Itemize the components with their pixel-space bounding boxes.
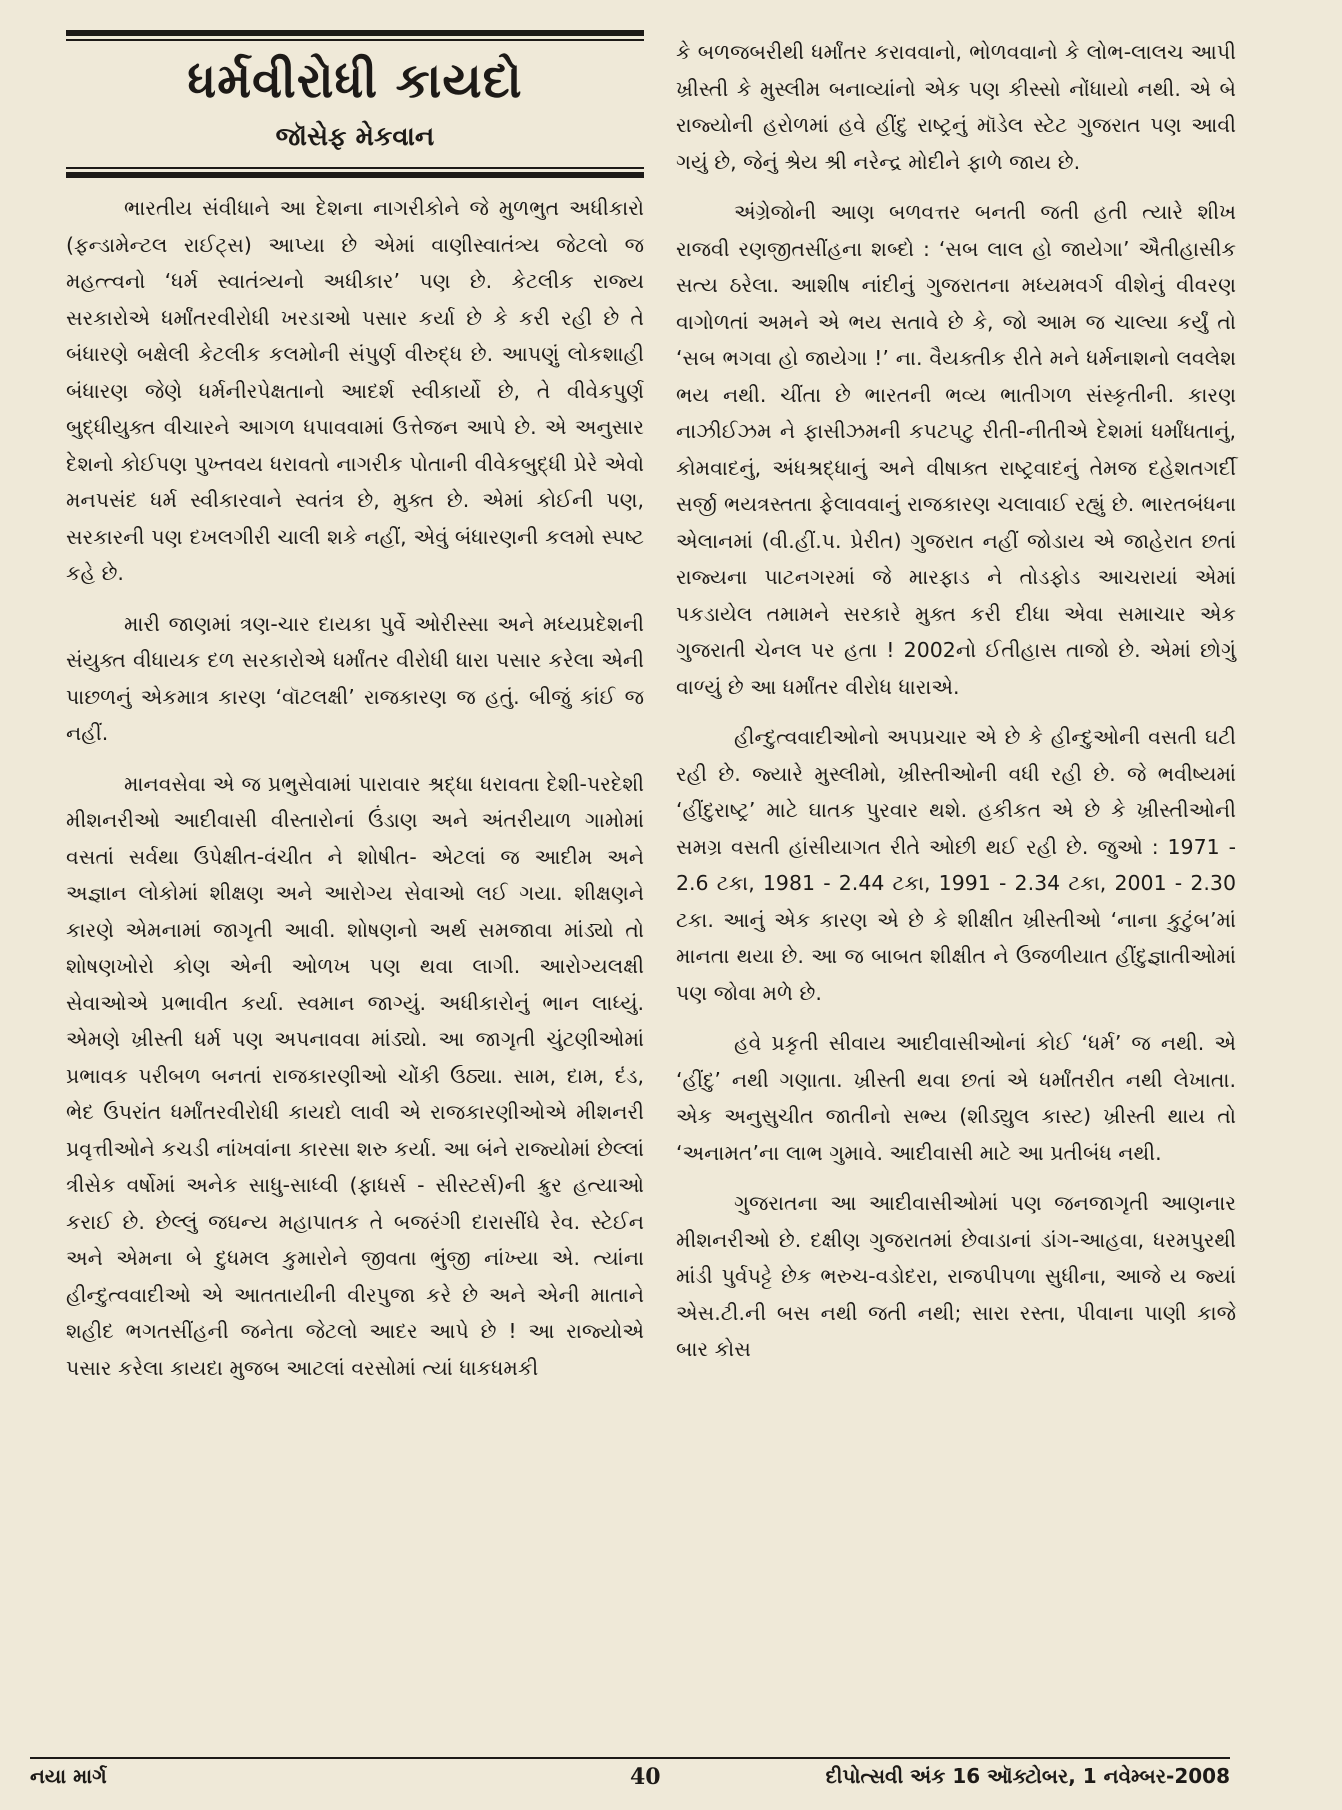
page-number: 40 <box>630 1764 661 1790</box>
paragraph: ગુજરાતના આ આદીવાસીઓમાં પણ જનજાગૃતી આણનાર મીશનરીઓ છે. દક્ષીણ ગુજરાતમાં છેવાડાનાં ડાંગ-આહવા, ધરમપુરથી માંડી પુર્વપટ્ટે છેક ભરુચ-વડોદરા, રાજપીપળા સુધીના, આજે ય જ્યાં એસ.ટી.ની બસ નથી જતી નથી; સારા રસ્તા, પીવાના પાણી કાજે બાર કોસ <box>676 1191 1236 1361</box>
paragraph: માનવસેવા એ જ પ્રભુસેવામાં પારાવાર શ્રદ્ધા ધરાવતા દેશી-પરદેશી મીશનરીઓ આદીવાસી વીસ્તારોનાં ઉંડાણ અને અંતરીયાળ ગામોમાં વસતાં સર્વથા ઉપેક્ષીત-વંચીત ને શોષીત- એટલાં જ આદીમ અને અજ્ઞાન લોકોમાં શીક્ષણ અને આરોગ્ય સેવાઓ લઈ ગયા. શીક્ષણને કારણે એમનામાં જાગૃતી આવી. શોષણનો અર્થ સમજાવા માંડ્યો તો શોષણખોરો કોણ એની ઓળખ પણ થવા લાગી. આરોગ્યલક્ષી સેવાઓએ પ્રભાવીત કર્યા. સ્વમાન જાગ્યું. અધીકારોનું ભાન લાધ્યું. એમણે ખ્રીસ્તી ધર્મ પણ અપનાવવા માંડ્યો. આ જાગૃતી ચુંટણીઓમાં પ્રભાવક પરીબળ બનતાં રાજકારણીઓ ચોંકી ઉઠ્યા. સામ, દામ, દંડ, ભેદ ઉપરાંત ધર્માંતરવીરોધી કાયદો લાવી એ રાજકારણીઓએ મીશનરી પ્રવૃત્તીઓને કચડી નાંખવાંના કારસા શરુ કર્યા. આ બંને રાજ્યોમાં છેલ્લાં ત્રીસેક વર્ષોમાં અનેક સાધુ-સાધ્વી (ફાધર્સ - સીસ્ટર્સ)ની ક્રુર હત્યાઓ કરાઈ છે. છેલ્લું જઘન્ય મહાપાતક તે બજરંગી દારાસીંઘે રેવ. સ્ટેઈન અને એમના બે દુધમલ કુમારોને જીવતા ભુંજી નાંખ્યા એ. ત્યાંના હીન્દુત્વવાદીઓ એ આતતાયીની વીરપુજા કરે છે અને એની માતાને શહીદ ભગતસીંહની જનેતા જેટલો આદર આપે છે ! આ રાજ્યોએ પસાર કરેલા કાયદા મુજબ આટલાં વરસોમાં ત્યાં ધાકધમકી <box>66 771 644 1380</box>
paragraph: મારી જાણમાં ત્રણ-ચાર દાયકા પુર્વે ઓરીસ્સા અને મધ્યપ્રદેશની સંયુક્ત વીધાયક દળ સરકારોએ ધર્માંતર વીરોધી ધારા પસાર કરેલા એની પાછળનું એકમાત્ર કારણ ‘વૉટલક્ષી’ રાજકારણ જ હતું. બીજું કાંઈ જ નહીં. <box>66 611 644 745</box>
paragraph: કે બળજબરીથી ધર્માંતર કરાવવાનો, ભોળવવાનો કે લોભ-લાલચ આપી ખ્રીસ્તી કે મુસ્લીમ બનાવ્યાંનો એક પણ કીસ્સો નોંધાયો નથી. એ બે રાજ્યોની હરોળમાં હવે હીંદુ રાષ્ટ્રનું મૉડેલ સ્ટેટ ગુજરાત પણ આવી ગયું છે, જેનું શ્રેય શ્રી નરેન્દ્ર મોદીને ફાળે જાય છે. <box>676 40 1236 174</box>
magazine-name: નયા માર્ગ <box>30 1764 107 1788</box>
title-top-rule-thin <box>66 39 644 41</box>
right-column <box>676 0 1236 1382</box>
paragraph: અંગ્રેજોની આણ બળવત્તર બનતી જતી હતી ત્યારે શીખ રાજવી રણજીતસીંહના શબ્દો : ‘સબ લાલ હો જાયેગા’ ઐતીહાસીક સત્ય ઠરેલા. આશીષ નાંદીનું ગુજરાતના મધ્યમવર્ગ વીશેનું વીવરણ વાગોળતાં અમને એ ભય સતાવે છે કે, જો આમ જ ચાલ્યા કર્યું તો ‘સબ ભગવા હો જાયેગા !’ ના. વૈયક્તીક રીતે મને ધર્મનાશનો લવલેશ ભય નથી. ચીંતા છે ભારતની ભવ્ય ભાતીગળ સંસ્કૃતીની. કારણ નાઝીઈઝમ ને ફાસીઝમની કપટપટુ રીતી-નીતીએ દેશમાં ધર્માંધતાનું, કોમવાદનું, અંધશ્રદ્ધાનું અને વીષાક્ત રાષ્ટ્રવાદનું તેમજ દહેશતગર્દી સર્જી ભયત્રસ્તતા ફેલાવવાનું રાજકારણ ચલાવાઈ રહ્યું છે. ભારતબંધના એલાનમાં (વી.હીં.પ. પ્રેરીત) ગુજરાત નહીં જોડાય એ જાહેરાત છતાં રાજ્યના પાટનગરમાં જે મારફાડ ને તોડફોડ આચરાયાં એમાં પકડાયેલ તમામને સરકારે મુક્ત કરી દીધા એવા સમાચાર એક ગુજરાતી ચેનલ પર હતા ! 2002નો ઈતીહાસ તાજો છે. એમાં છોગું વાળ્યું છે આ ધર્માંતર વીરોધ ધારાએ. <box>676 200 1236 699</box>
title-bottom-rule-thin <box>66 167 644 169</box>
article-author: જૉસેફ મેકવાન <box>275 122 435 152</box>
paragraph: ભારતીય સંવીધાને આ દેશના નાગરીકોને જે મુળભુત અધીકારો (ફન્ડામેન્ટલ રાઈટ્સ) આપ્યા છે એમાં વાણીસ્વાતંત્ર્ય જેટલો જ મહત્ત્વનો ‘ધર્મ સ્વાતંત્ર્યનો અધીકાર’ પણ છે. કેટલીક રાજ્ય સરકારોએ ધર્માંતરવીરોધી ખરડાઓ પસાર કર્યા છે કે કરી રહી છે તે બંધારણે બક્ષેલી કેટલીક કલમોની સંપુર્ણ વીરુદ્ધ છે. આપણું લોકશાહી બંધારણ જેણે ધર્મનીરપેક્ષતાનો આદર્શ સ્વીકાર્યો છે, તે વીવેકપુર્ણ બુદ્ધીયુક્ત વીચારને આગળ ધપાવવામાં ઉત્તેજન આપે છે. એ અનુસાર દેશનો કોઈપણ પુખ્તવય ધરાવતો નાગરીક પોતાની વીવેકબુદ્ધી પ્રેરે એવો મનપસંદ ધર્મ સ્વીકારવાને સ્વતંત્ર છે, મુક્ત છે. એમાં કોઈની પણ, સરકારની પણ દખલગીરી ચાલી શકે નહીં, એવું બંધારણની કલમો સ્પષ્ટ કહે છે. <box>66 196 644 585</box>
paragraph: હવે પ્રકૃતી સીવાય આદીવાસીઓનાં કોઈ ‘ધર્મ’ જ નથી. એ ‘હીંદુ’ નથી ગણાતા. ખ્રીસ્તી થવા છતાં એ ધર્માંતરીત નથી લેખાતા. એક અનુસુચીત જાતીનો સભ્ય (શીડ્યુલ કાસ્ટ) ખ્રીસ્તી થાય તો ‘અનામત’ના લાભ ગુમાવે. આદીવાસી માટે આ પ્રતીબંધ નથી. <box>676 1031 1236 1165</box>
paragraph: હીન્દુત્વવાદીઓનો અપપ્રચાર એ છે કે હીન્દુઓની વસતી ઘટી રહી છે. જ્યારે મુસ્લીમો, ખ્રીસ્તીઓની વધી રહી છે. જે ભવીષ્યમાં ‘હીંદુરાષ્ટ્ર’ માટે ઘાતક પુરવાર થશે. હકીકત એ છે કે ખ્રીસ્તીઓની સમગ્ર વસતી હાંસીયાગત રીતે ઓછી થઈ રહી છે. જુઓ : 1971 - 2.6 ટકા, 1981 - 2.44 ટકા, 1991 - 2.34 ટકા, 2001 - 2.30 ટકા. આનું એક કારણ એ છે કે શીક્ષીત ખ્રીસ્તીઓ ‘નાના કુટુંબ’માં માનતા થયા છે. આ જ બાબત શીક્ષીત ને ઉજળીયાત હીંદુજ્ઞાતીઓમાં પણ જોવા મળે છે. <box>676 725 1236 1005</box>
title-bottom-rule <box>66 172 644 178</box>
left-column <box>66 0 644 1400</box>
footer-rule <box>30 1757 1230 1759</box>
article-title: ધર્મવીરોધી કાયદો <box>187 53 523 109</box>
issue-info: દીપોત્સવી અંક 16 ઑક્ટોબર, 1 નવેમ્બર-2008 <box>825 1764 1230 1788</box>
title-top-rule <box>66 30 644 36</box>
